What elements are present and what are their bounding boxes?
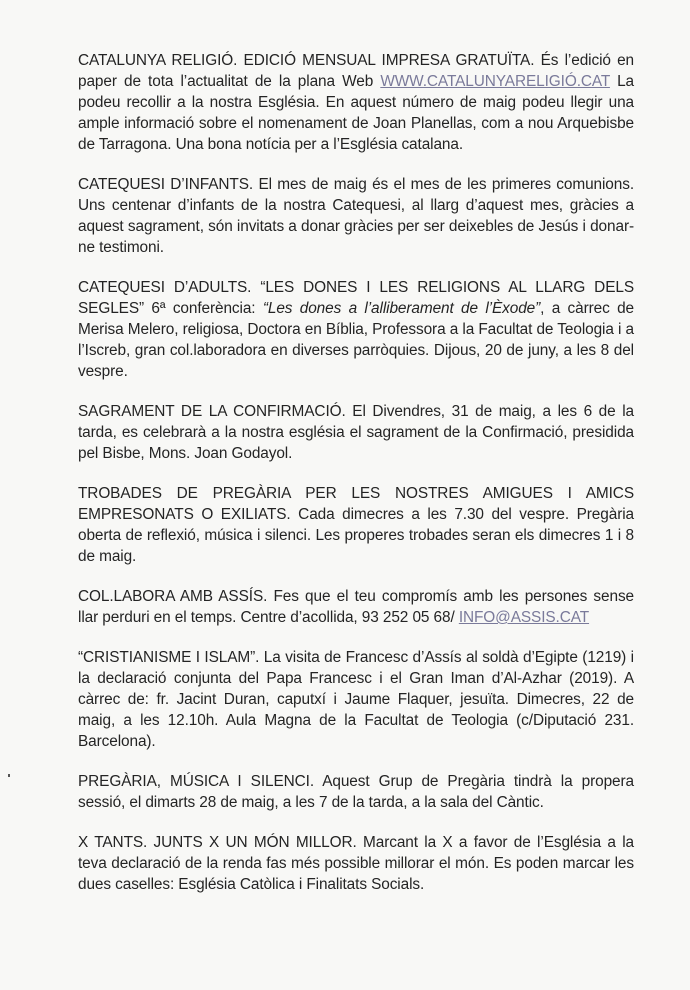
paragraph-catequesi-adults (78, 277, 634, 382)
paragraph-text: “CRISTIANISME I ISLAM”. La visita de Francesc d’Assís al soldà d’Egipte (1219) i la declaració conjunta del Papa Francesc i el Gran Iman d’Al-Azhar (2019). A càrrec de: fr. Jacint Duran, caputxí i Jaume Flaquer, jesuïta. Dimecres, 22 de maig, a les 12.10h. Aula Magna de la Facultat de Teologia (c/Diputació 231. Barcelona). (78, 649, 634, 750)
paragraph-text: TROBADES DE PREGÀRIA PER LES NOSTRES AMIGUES I AMICS EMPRESONATS O EXILIATS. Cada dimecres a les 7.30 del vespre. Pregària oberta de reflexió, música i silenci. Les properes trobades seran els dimecres 1 i 8 de maig. (78, 485, 634, 565)
paragraph-cristianisme-islam (78, 647, 634, 752)
bulletin-content (78, 50, 634, 895)
paragraph-catequesi-infants (78, 174, 634, 258)
paragraph-text: CATEQUESI D’ADULTS. “LES DONES I LES RELIGIONS AL LLARG DELS SEGLES” 6ª conferència: (78, 279, 634, 317)
paragraph-trobades-pregaria (78, 483, 634, 567)
paragraph-pregaria-musica (78, 771, 634, 813)
paragraph-text: CATEQUESI D’INFANTS. El mes de maig és el mes de les primeres comunions. Uns centenar d’infants de la nostra Catequesi, al llarg d’aquest mes, gràcies a aquest sagrament, són invitats a donar gràcies per ser deixebles de Jesús i donar-ne testimoni. (78, 176, 634, 256)
scan-speck (8, 774, 10, 777)
website-link[interactable]: WWW.CATALUNYARELIGIÓ.CAT (380, 73, 610, 90)
paragraph-text: La podeu recollir a la nostra Església. En aquest número de maig podeu llegir una ample informació sobre el nomenament de Joan Planellas, com a nou Arquebisbe de Tarragona. Una bona notícia per a l’Església catalana. (78, 73, 634, 153)
paragraph-text: CATALUNYA RELIGIÓ. EDICIÓ MENSUAL IMPRESA GRATUÏTA. És l’edició en paper de tota l’actualitat de la plana Web (78, 52, 634, 90)
paragraph-x-tants (78, 832, 634, 895)
paragraph-text: PREGÀRIA, MÚSICA I SILENCI. Aquest Grup de Pregària tindrà la propera sessió, el dimarts 28 de maig, a les 7 de la tarda, a la sala del Càntic. (78, 773, 634, 811)
paragraph-text: , a càrrec de Merisa Melero, religiosa, Doctora en Bíblia, Professora a la Facultat de Teologia i a l’Iscreb, gran col.laboradora en diverses parròquies. Dijous, 20 de juny, a les 8 del vespre. (78, 300, 634, 380)
email-link[interactable]: INFO@ASSIS.CAT (458, 609, 590, 626)
paragraph-text: COL.LABORA AMB ASSÍS. Fes que el teu compromís amb les persones sense llar perduri en el temps. Centre d’acollida, 93 252 05 68/ (78, 588, 634, 626)
conference-title: “Les dones a l’alliberament de l’Èxode” (262, 300, 541, 317)
paragraph-catalunya-religio (78, 50, 634, 155)
paragraph-text: SAGRAMENT DE LA CONFIRMACIÓ. El Divendres, 31 de maig, a les 6 de la tarda, es celebrarà a la nostra església el sagrament de la Confirmació, presidida pel Bisbe, Mons. Joan Godayol. (78, 403, 634, 462)
paragraph-confirmacio (78, 401, 634, 464)
paragraph-text: X TANTS. JUNTS X UN MÓN MILLOR. Marcant la X a favor de l’Església a la teva declaració de la renda fas més possible millorar el món. Es poden marcar les dues caselles: Església Catòlica i Finalitats Socials. (78, 834, 634, 893)
paragraph-collabora-assis (78, 586, 634, 628)
